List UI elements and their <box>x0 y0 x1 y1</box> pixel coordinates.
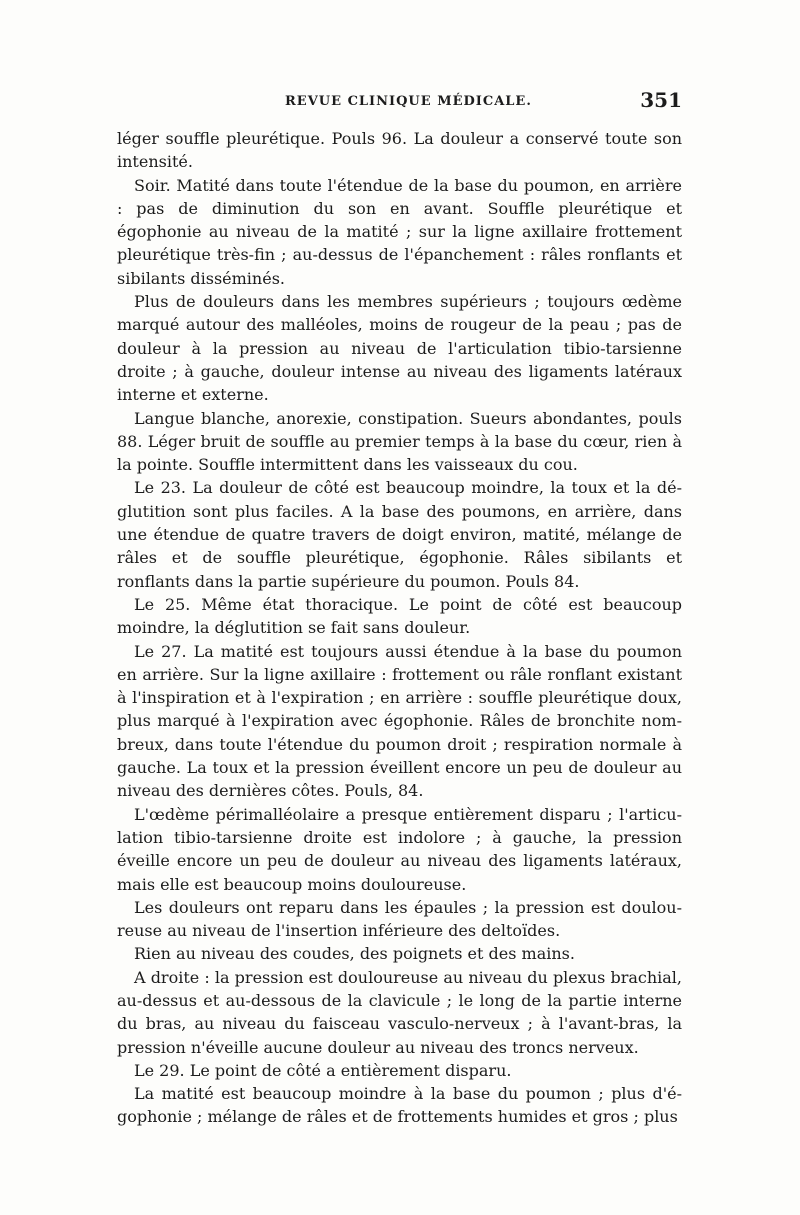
paragraph-matite: La matité est beaucoup moindre à la base du poumon ; plus d'égophonie ; mélange de râles et de frottements humides et gros ; plus <box>117 1084 682 1127</box>
page-header <box>117 88 682 118</box>
body-text <box>117 127 682 1129</box>
paragraph-continuation: léger souffle pleurétique. Pouls 96. La douleur a conservé toute son intensité. <box>117 129 682 172</box>
paragraph-le-27: Le 27. La matité est toujours aussi étendue à la base du poumon en arrière. Sur la ligne axillaire : frottement ou râle ronflant existant à l'inspiration et à l'expiration ; en arrière : souffle pleurétique doux, plus marqué à l'expiration avec égophonie. Râles de bronchite nombreux, dans toute l'étendue du poumon droit ; respiration normale à gauche. La toux et la pression éveillent encore un peu de douleur au niveau des dernières côtes. Pouls, 84. <box>117 641 682 801</box>
paragraph-coudes: Rien au niveau des coudes, des poignets et des mains. <box>134 944 575 964</box>
paragraph-soir: Soir. Matité dans toute l'étendue de la base du poumon, en arrière : pas de diminution du son en avant. Souffle pleurétique et égophonie au niveau de la matité ; sur la ligne axillaire frottement pleurétique très-fin ; au-dessus de l'épanchement : râles ronflants et sibilants disséminés. <box>117 175 682 288</box>
paragraph-oedeme: L'œdème périmalléolaire a presque entièrement disparu ; l'articulation tibio-tarsienne droite est indolore ; à gauche, la pression éveille encore un peu de douleur au niveau des ligaments latéraux, mais elle est beaucoup moins douloureuse. <box>117 804 682 894</box>
page-number: 351 <box>640 88 682 112</box>
paragraph-douleurs-membres: Plus de douleurs dans les membres supérieurs ; toujours œdème marqué autour des malléoles, moins de rougeur de la peau ; pas de douleur à la pression au niveau de l'articulation tibio-tarsienne droite ; à gauche, douleur intense au niveau des ligaments latéraux interne et externe. <box>117 292 682 405</box>
running-title: REVUE CLINIQUE MÉDICALE. <box>285 94 532 109</box>
paragraph-le-25: Le 25. Même état thoracique. Le point de côté est beaucoup moindre, la déglutition se fait sans douleur. <box>117 594 682 638</box>
paragraph-langue: Langue blanche, anorexie, constipation. Sueurs abondantes, pouls 88. Léger bruit de souffle au premier temps à la base du cœur, rien à la pointe. Souffle intermittent dans les vaisseaux du cou. <box>117 408 682 475</box>
paragraph-epaules: Les douleurs ont reparu dans les épaules ; la pression est douloureuse au niveau de l'insertion inférieure des deltoïdes. <box>117 897 682 941</box>
paragraph-le-29: Le 29. Le point de côté a entièrement disparu. <box>134 1060 512 1080</box>
paragraph-le-23: Le 23. La douleur de côté est beaucoup moindre, la toux et la déglutition sont plus faciles. A la base des poumons, en arrière, dans une étendue de quatre travers de doigt environ, matité, mélange de râles et de souffle pleurétique, égophonie. Râles sibilants et ronflants dans la partie supérieure du poumon. Pouls 84. <box>117 478 682 591</box>
paragraph-a-droite: A droite : la pression est douloureuse au niveau du plexus brachial, au-dessus et au-dessous de la clavicule ; le long de la partie interne du bras, au niveau du faisceau vasculo-nerveux ; à l'avant-bras, la pression n'éveille aucune douleur au niveau des troncs nerveux. <box>117 967 682 1057</box>
